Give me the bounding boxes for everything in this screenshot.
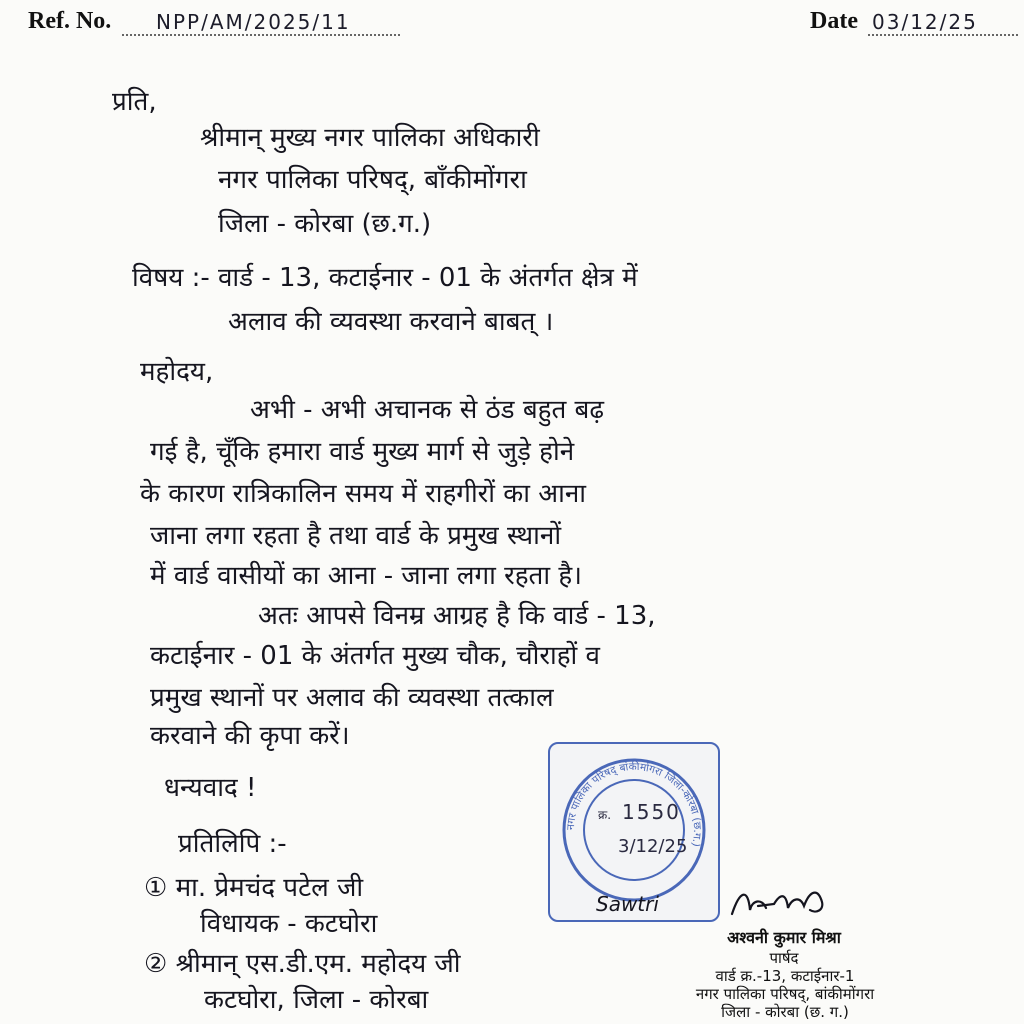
- subject-line-2: अलाव की व्यवस्था करवाने बाबत् ।: [228, 307, 554, 337]
- subject-line-1: विषय :- वार्ड - 13, कटाईनार - 01 के अंतर्गत क्षेत्र में: [132, 263, 638, 293]
- recipient-line-3: जिला - कोरबा (छ.ग.): [218, 209, 432, 239]
- signatory-ward: वार्ड क्र.-13, कटाईनार-1: [715, 967, 855, 985]
- signatory-council: नगर पालिका परिषद्, बांकीमोंगरा: [695, 985, 875, 1003]
- signatory-designation: पार्षद: [769, 949, 799, 967]
- recipient-line-1: श्रीमान् मुख्य नगर पालिका अधिकारी: [200, 123, 540, 153]
- greeting: महोदय,: [140, 357, 214, 387]
- ref-number: NPP/AM/2025/11: [156, 10, 351, 34]
- body-line: गई है, चूँकि हमारा वार्ड मुख्य मार्ग से जुड़े होने: [150, 437, 575, 467]
- body-line: जाना लगा रहता है तथा वार्ड के प्रमुख स्थानों: [150, 521, 562, 551]
- copy-item-2-sub: कटघोरा, जिला - कोरबा: [204, 985, 429, 1015]
- stamp-serial: 1550: [622, 800, 681, 824]
- body-line: के कारण रात्रिकालिन समय में राहगीरों का आना: [140, 479, 587, 509]
- date-label: Date: [810, 8, 858, 34]
- copy-item-1-sub: विधायक - कटघोरा: [200, 909, 378, 939]
- body-line: करवाने की कृपा करें।: [150, 721, 350, 751]
- date-dotted-line: [868, 34, 1018, 36]
- copy-item-2: ② श्रीमान् एस.डी.एम. महोदय जी: [144, 949, 461, 979]
- signatory-name: अश्वनी कुमार मिश्रा: [727, 928, 841, 947]
- stamp-serial-prefix: क्र.: [598, 808, 612, 822]
- body-line: कटाईनार - 01 के अंतर्गत मुख्य चौक, चौराहों व: [150, 641, 600, 671]
- signatory-district: जिला - कोरबा (छ. ग.): [721, 1003, 849, 1021]
- copy-heading: प्रतिलिपि :-: [178, 829, 287, 859]
- date-value: 03/12/25: [872, 10, 978, 34]
- ref-label: Ref. No.: [28, 8, 112, 34]
- stamp-ring-text: नगर पालिका परिषद् बांकीमोंगरा जिला-कोरबा (छ.ग.): [564, 760, 704, 849]
- signature-icon: [726, 880, 836, 924]
- recipient-line-2: नगर पालिका परिषद्, बाँकीमोंगरा: [218, 165, 527, 195]
- body-line: प्रमुख स्थानों पर अलाव की व्यवस्था तत्काल: [150, 683, 554, 713]
- body-line: अतः आपसे विनम्र आग्रह है कि वार्ड - 13,: [258, 601, 656, 631]
- copy-item-1: ① मा. प्रेमचंद पटेल जी: [144, 873, 364, 903]
- salutation-to: प्रति,: [112, 87, 157, 117]
- closing: धन्यवाद !: [164, 773, 257, 803]
- ref-dotted-line: [122, 34, 400, 36]
- body-line: में वार्ड वासीयों का आना - जाना लगा रहता है।: [150, 561, 583, 591]
- body-line: अभी - अभी अचानक से ठंड बहुत बढ़: [250, 395, 605, 425]
- stamp-date: 3/12/25: [618, 836, 688, 857]
- receiver-signature: Sawtri: [596, 892, 659, 916]
